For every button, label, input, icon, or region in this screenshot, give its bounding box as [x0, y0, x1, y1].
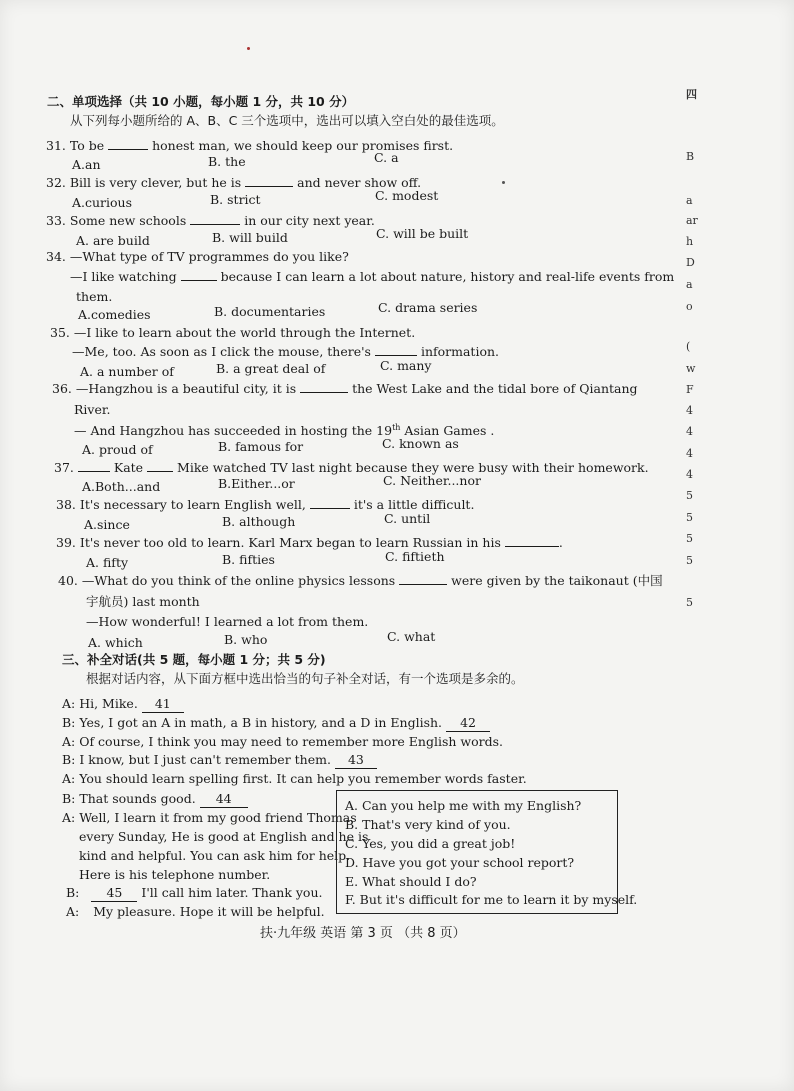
margin-char: F — [686, 383, 694, 396]
q32-option-b: B. strict — [210, 192, 261, 207]
dialog-line-1: A: Hi, Mike. 41 — [62, 696, 184, 713]
margin-char: a — [686, 194, 693, 207]
question-34: 34. —What type of TV programmes do you like? — [46, 249, 349, 264]
q38-option-b: B. although — [222, 514, 296, 529]
q31-option-c: C. a — [374, 150, 399, 165]
question-31: 31. To be honest man, we should keep our promises first. — [46, 138, 454, 153]
question-36-line2: River. — [74, 402, 111, 417]
options-box — [336, 790, 638, 914]
q39-option-b: B. fifties — [222, 552, 275, 567]
q32-option-c: C. modest — [375, 188, 439, 203]
q36-option-b: B. famous for — [218, 439, 304, 454]
scan-speck — [502, 181, 505, 184]
dialog-line-7c: kind and helpful. You can ask him for help. — [79, 848, 351, 863]
answer-blank — [375, 343, 417, 356]
q34-option-a: A.comedies — [78, 307, 151, 322]
question-35: 35. —I like to learn about the world through the Internet. — [50, 325, 416, 340]
margin-char: 四 — [686, 88, 697, 101]
q33-option-a: A. are build — [76, 233, 150, 248]
margin-char: a — [686, 278, 693, 291]
margin-char: 5 — [686, 554, 693, 567]
answer-blank — [399, 572, 447, 585]
section-3-title: 三、补全对话(共 5 题，每小题 1 分；共 5 分) — [62, 652, 326, 667]
blank-44: 44 — [200, 791, 248, 808]
question-36: 36. —Hangzhou is a beautiful city, it is the West Lake and the tidal bore of Qiantang — [52, 381, 638, 396]
q40-option-c: C. what — [387, 629, 436, 644]
q40-option-a: A. which — [88, 635, 143, 650]
dialog-line-7d: Here is his telephone number. — [79, 867, 271, 882]
margin-char: 4 — [686, 404, 693, 417]
dialog-line-7b: every Sunday, He is good at English and he is — [79, 829, 369, 844]
question-32: 32. Bill is very clever, but he is and never show off. — [46, 175, 422, 190]
q35-option-a: A. a number of — [80, 364, 174, 379]
blank-42: 42 — [446, 715, 490, 732]
answer-blank — [310, 496, 350, 509]
margin-char: 5 — [686, 511, 693, 524]
question-34-line2: —I like watching because I can learn a lot about nature, history and real-life events from — [70, 269, 675, 284]
question-40-line3: —How wonderful! I learned a lot from them. — [86, 614, 369, 629]
q34-option-b: B. documentaries — [214, 304, 326, 319]
option-d: D. Have you got your school report? — [345, 855, 575, 870]
dialog-line-3: A: Of course, I think you may need to remember more English words. — [62, 734, 503, 749]
margin-char: 5 — [686, 596, 693, 609]
section-3-instruction: 根据对话内容，从下面方框中选出恰当的句子补全对话，有一个选项是多余的。 — [86, 671, 524, 686]
q35-option-b: B. a great deal of — [216, 361, 326, 376]
blank-45: 45 — [91, 885, 137, 902]
margin-char: B — [686, 150, 695, 163]
margin-char: 4 — [686, 425, 693, 438]
section-2-title: 二、单项选择（共 10 小题，每小题 1 分，共 10 分） — [47, 94, 355, 109]
option-e: E. What should I do? — [345, 874, 477, 889]
dialog-line-8: B: 45 I'll call him later. Thank you. — [66, 885, 323, 900]
question-38: 38. It's necessary to learn English well, it's a little difficult. — [56, 497, 475, 512]
blank-43: 43 — [335, 752, 377, 769]
question-39: 39. It's never too old to learn. Karl Marx began to learn Russian in his . — [56, 535, 563, 550]
question-34-line3: them. — [76, 289, 113, 304]
q37-option-a: A.Both...and — [82, 479, 161, 494]
q39-option-c: C. fiftieth — [385, 549, 445, 564]
option-a: A. Can you help me with my English? — [345, 798, 582, 813]
q36-option-a: A. proud of — [82, 442, 153, 457]
margin-char: 5 — [686, 489, 693, 502]
question-36-line3: — And Hangzhou has succeeded in hosting the 19th Asian Games . — [74, 423, 495, 439]
q40-option-b: B. who — [224, 632, 268, 647]
dialog-line-5: A: You should learn spelling first. It can help you remember words faster. — [62, 771, 527, 786]
q33-option-c: C. will be built — [376, 226, 469, 241]
answer-blank — [190, 212, 240, 225]
dialog-line-6: B: That sounds good. 44 — [62, 791, 248, 808]
answer-blank — [108, 137, 148, 150]
answer-blank — [181, 268, 217, 281]
q32-option-a: A.curious — [72, 195, 133, 210]
margin-char: 4 — [686, 468, 693, 481]
q37-option-c: C. Neither...nor — [383, 473, 481, 488]
question-37: 37. Kate Mike watched TV last night because they were busy with their homework. — [54, 460, 649, 475]
answer-blank — [245, 174, 293, 187]
q35-option-c: C. many — [380, 358, 432, 373]
question-33: 33. Some new schools in our city next year. — [46, 213, 375, 228]
q39-option-a: A. fifty — [86, 555, 129, 570]
q31-option-b: B. the — [208, 154, 246, 169]
q36-option-c: C. known as — [382, 436, 459, 451]
q38-option-a: A.since — [84, 517, 130, 532]
option-c: C. Yes, you did a great job! — [345, 836, 516, 851]
margin-char: ( — [686, 340, 691, 353]
dialog-line-2: B: Yes, I got an A in math, a B in history, and a D in English. 42 — [62, 715, 490, 732]
answer-blank — [78, 459, 110, 472]
section-2-instruction: 从下列每小题所给的 A、B、C 三个选项中，选出可以填入空白处的最佳选项。 — [70, 113, 504, 128]
margin-char: D — [686, 256, 695, 269]
answer-blank — [505, 534, 559, 547]
answer-blank — [147, 459, 173, 472]
margin-char: 4 — [686, 447, 693, 460]
question-40: 40. —What do you think of the online physics lessons were given by the taikonaut (中国 — [58, 573, 663, 588]
margin-char: o — [686, 300, 693, 313]
margin-char: 5 — [686, 532, 693, 545]
q37-option-b: B.Either...or — [218, 476, 295, 491]
option-b: B. That's very kind of you. — [345, 817, 511, 832]
q34-option-c: C. drama series — [378, 300, 478, 315]
q31-option-a: A.an — [72, 157, 101, 172]
blank-41: 41 — [142, 696, 184, 713]
dialog-line-4: B: I know, but I just can't remember them. 43 — [62, 752, 377, 769]
option-f: F. But it's difficult for me to learn it by myself. — [345, 892, 638, 907]
margin-char: ar — [686, 214, 698, 227]
scan-speck — [247, 47, 250, 50]
dialog-line-9: A: My pleasure. Hope it will be helpful. — [66, 904, 325, 919]
answer-blank — [300, 380, 348, 393]
margin-char: w — [686, 362, 696, 375]
question-40-line2: 宇航员) last month — [86, 594, 200, 609]
dialog-line-7a: A: Well, I learn it from my good friend Thomas — [62, 810, 357, 825]
question-35-line2: —Me, too. As soon as I click the mouse, there's information. — [72, 344, 500, 359]
q33-option-b: B. will build — [212, 230, 288, 245]
margin-char: h — [686, 235, 694, 248]
q38-option-c: C. until — [384, 511, 431, 526]
page-footer: 扶·九年级 英语 第 3 页 （共 8 页） — [260, 926, 466, 941]
